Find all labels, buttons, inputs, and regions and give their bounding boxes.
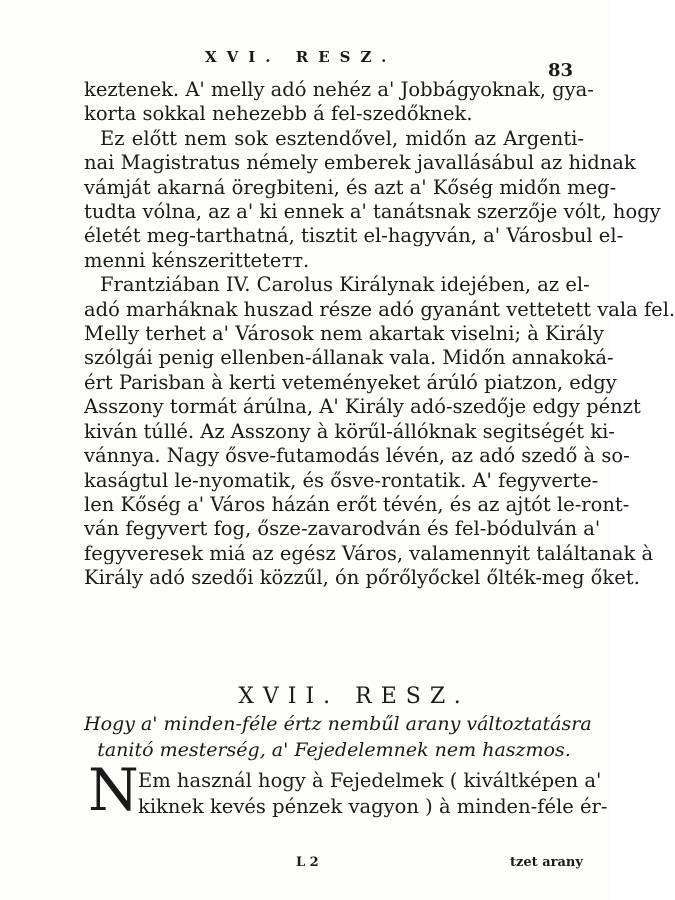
chapter-opening	[88, 756, 608, 824]
text-line: Melly terhet a' Városok nem akartak viselni; à Király	[84, 322, 605, 346]
text-line: kaságtul le-nyomatik, és ősve-rontatik. A' fegyverte-	[84, 468, 599, 492]
text-line: ván fegyvert fog, ősze-zavarodván és fel-bódulván a'	[84, 517, 601, 541]
text-line: Em használ hogy à Fejedelmek ( kiváltképen a'	[138, 769, 602, 792]
text-line: Frantziában IV. Carolus Királynak idejében, az el-	[100, 273, 590, 297]
text-line: fegyveresek miá az egész Város, valamennyit találtanak à	[84, 541, 654, 565]
text-line: korta sokkal nehezebb á fel-szedőknek.	[84, 102, 473, 126]
running-title: XVI. RESZ.	[205, 48, 397, 66]
chapter-heading: XVII. RESZ.	[238, 684, 470, 709]
text-line: keztenek. A' melly adó nehéz a' Jobbágyoknak, gya-	[84, 78, 594, 101]
text-line: nai Magistratus némely emberek javallásábul az hidnak	[84, 151, 636, 175]
summary-line: tanitó mesterség, a' Fejedelemnek nem haszmos.	[97, 739, 571, 761]
text-line: vámját akarná öregbiteni, és azt a' Kőség midőn meg-	[84, 175, 617, 199]
text-line: ért Parisban à kerti veteményeket árúló piatzon, edgy	[84, 370, 617, 394]
text-line: adó marháknak huszad része adó gyanánt vettetett vala fel.	[84, 297, 675, 321]
summary-line: Hogy a' minden-féle értz nembűl arany változtatásra	[84, 713, 592, 735]
text-line: vánnya. Nagy ősve-futamodás lévén, az adó szedő à so-	[84, 444, 630, 468]
chapter-summary	[84, 711, 592, 763]
text-line: len Kőség a' Város házán erőt tévén, és az ajtót le-ront-	[84, 492, 630, 516]
text-line: Asszony tormát árúlna, A' Király adó-szedője edgy pénzt	[84, 395, 641, 419]
page-number: 83	[548, 60, 574, 81]
text-line: Király adó szedői közzűl, ón pőrőlyőckel őlték-meg őket.	[84, 566, 640, 590]
body-text	[84, 78, 675, 591]
text-line: kiknek kevés pénzek vagyon ) à minden-féle ér-	[138, 795, 608, 818]
text-line: tudta vólna, az a' ki ennek a' tanátsnak szerzője vólt, hogy	[84, 200, 661, 224]
text-line: Ez előtt nem sok esztendővel, midőn az Argenti-	[100, 126, 584, 150]
chapter-header	[84, 684, 592, 763]
text-line: szólgái penig ellenben-állanak vala. Midőn annakoká-	[84, 346, 614, 370]
page-footer	[0, 855, 610, 879]
drop-initial: N	[88, 756, 139, 824]
running-head	[0, 40, 610, 81]
text-line: menni kénszeritteteтт.	[84, 248, 310, 272]
text-line: életét meg-tarthatná, tisztit el-hagyván, a' Városbul el-	[84, 224, 624, 248]
signature-mark: L 2	[296, 855, 319, 870]
catchword: tzet arany	[510, 855, 583, 870]
text-line: kiván túllé. Az Asszony à körűl-állóknak segitségét ki-	[84, 419, 615, 443]
opening-lines	[138, 768, 608, 820]
